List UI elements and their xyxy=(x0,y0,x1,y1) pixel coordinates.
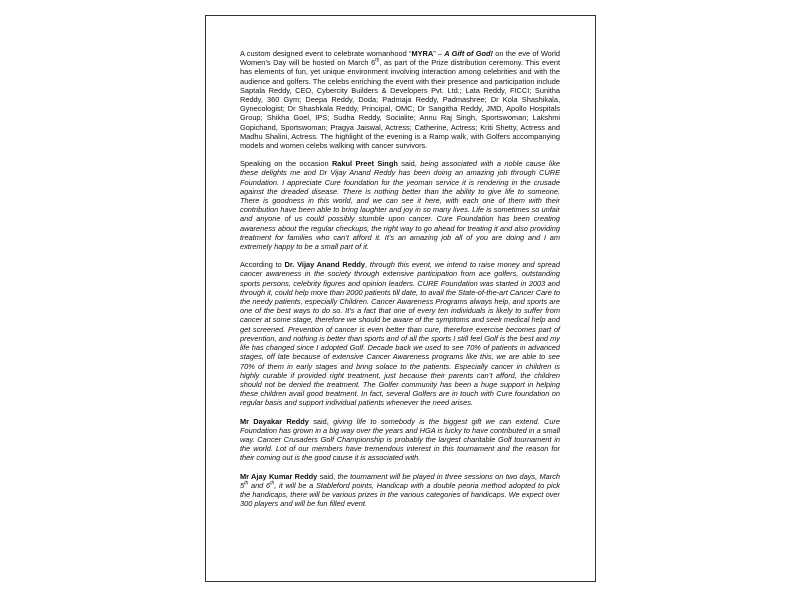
quote: through this event, we intend to raise money and spread cancer awareness in the society through extensive participation from ace golfers, outstanding sports persons, celebrity figures and opinion leaders. CURE Foundation was started in 2003 and through it, could help more than 2000 patients till date, to avail the State-of-the-art Cancer Care to the needy patients, especially Children. Cancer Awareness Programs always help, and sports are one of the best ways to do so. It’s a fact that one of every ten individuals is likely to suffer from cancer at some stage, therefore we should be aware of the symptoms and seek medical help and get screened. Prevention of cancer is even better than cure, therefore exercise becomes part of prevention, and nothing is better than sports and of all the sports I still feel Golf is the best and my life has changed since I adopted Golf. Decade back we used to see 70% of patients in advanced stages, off late because of extensive Cancer Awareness programs like this, we are able to see 70% of them in early stages and bring solace to the patients. Especially cancer in children is highly curable if provided right treatment, just because their parents can’t afford, the children should not be denied the treatment. The Golfer community has been a huge support in helping these children avail good treatment. In fact, several Golfers are in touch with Cure foundation on regular basis and support individual patients whenever the need arises. xyxy=(240,260,560,408)
text: said, xyxy=(397,159,421,169)
ordinal-suffix: th xyxy=(270,480,275,487)
speaker-name: Dr. Vijay Anand Reddy xyxy=(284,260,365,270)
text: A custom designed event to celebrate womanhood “ xyxy=(240,49,412,58)
paragraph-ajay-quote xyxy=(240,472,560,509)
event-tagline: A Gift of God! xyxy=(444,49,494,58)
text: said, xyxy=(308,416,334,426)
text: According to xyxy=(240,260,285,270)
text: on the eve of World Women’s Day will be hosted on March 6 xyxy=(240,49,560,68)
document-page xyxy=(205,15,596,582)
quote: being associated with a noble cause like these delights me and Dr Vijay Anand Reddy has been doing an amazing job through CURE Foundation. I appreciate Cure foundation for the yeoman service it is rendering in the crusade against the dreaded disease. There is nothing better than the ability to give life to someone. There is goodness in this world, and we can see it here, with each one of them with their contribution have been able to bring laughter and joy in so many lives. Life is sometimes so unfair and anyone of us could possibly stumble upon cancer. Cure Foundation has been creating awareness about the regular checkups, the right way to go ahead for treating it and also providing treatment for families who can’t afford it. It’s an amazing job all of you are doing and I am extremely happy to be a small part of it. xyxy=(240,159,561,252)
quote: giving life to somebody is the biggest gift we can extend. Cure Foundation has grown in a big way over the years and HGA is lucky to have contributed in a small way. Cancer Crusaders Golf Championship is probably the largest charitable Golf tournament in the world. Lot of our members have tremendous interest in this tournament and the reason for their coming out is the good cause it is associated with. xyxy=(240,416,561,463)
paragraph-rakul-quote xyxy=(240,159,560,251)
paragraph-myra-event xyxy=(240,49,560,150)
speaker-name: Mr Dayakar Reddy xyxy=(240,416,309,426)
speaker-name: Rakul Preet Singh xyxy=(331,159,398,169)
text: said, xyxy=(317,471,338,481)
ordinal-suffix: th xyxy=(375,57,380,64)
text: , xyxy=(365,260,370,270)
text: ” – xyxy=(433,49,445,58)
text: , as part of the Prize distribution ceremony. This event has elements of fun, yet unique environment involving interaction among celebrities and with the audience and golfers. The celebs enriching the event with their presence and participation include Saptala Reddy, CEO, Cybercity Builders & Developers Pvt. Ltd.; Lata Reddy, FICCI; Sunitha Reddy, 360 Gym; Deepa Reddy, Doda; Padmaja Reddy, Padmashree; Dr Kola Shashikala, Gynecologist; Dr Shashkala Reddy, Principal, OMC; Dr Sangitha Reddy, JMD, Apollo Hospitals Group; Shikha Goel, IPS; Sudha Reddy, Socialite; Annu Raj Singh, Sportswoman; Lakshmi Gopichand, Sportswoman; Pragya Jaiswal, Actress; Catherine, Actress; Kriti Shetty, Actress and Madhu Shalini, Actress. The highlight of the evening is a Ramp walk, with Golfers accompanying models and women celebs walking with cancer survivors. xyxy=(240,58,561,151)
document-body xyxy=(240,49,560,517)
quote: the tournament will be played in three sessions on two days, March 5 xyxy=(240,471,560,490)
ordinal-suffix: th xyxy=(244,480,249,487)
speaker-name: Mr Ajay Kumar Reddy xyxy=(240,471,318,481)
paragraph-dayakar-quote xyxy=(240,417,560,463)
event-name: MYRA xyxy=(411,49,434,58)
paragraph-vijay-quote xyxy=(240,260,560,407)
quote: , it will be a Stableford points, Handicap with a double peoria method adopted to pick the handicaps, there will be various prizes in the various categories of handicaps. We expect over 300 players and will be fun filled event. xyxy=(240,480,560,509)
text: Speaking on the occasion xyxy=(240,159,332,169)
quote: and 6 xyxy=(248,480,271,490)
